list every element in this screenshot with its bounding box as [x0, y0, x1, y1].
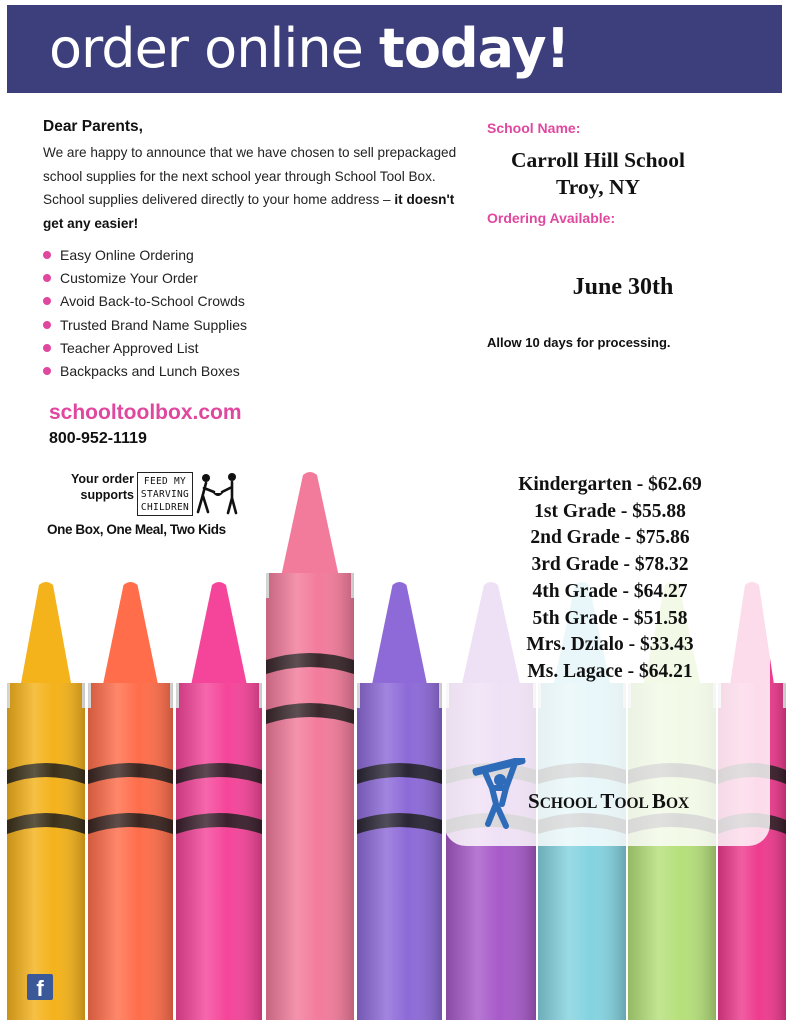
- crayon: [88, 582, 173, 1020]
- price-item: Mrs. Dzialo - $33.43: [526, 634, 694, 656]
- phone-number[interactable]: 800-952-1119: [49, 430, 147, 447]
- logo-line-1: FEED MY: [143, 476, 187, 487]
- brand-ool: OOL: [614, 795, 652, 812]
- price-item: 3rd Grade - $78.32: [531, 554, 689, 576]
- logo-line-3: CHILDREN: [140, 502, 190, 513]
- school-location: Troy, NY: [555, 175, 641, 199]
- website-link[interactable]: schooltoolbox.com: [49, 401, 242, 424]
- banner-title-light: order online: [49, 17, 380, 80]
- processing-note: Allow 10 days for processing.: [487, 335, 671, 350]
- banner-title-bold: today!: [379, 17, 570, 80]
- ordering-available-label: Ordering Available:: [487, 210, 616, 226]
- supports-line-2: supports: [80, 488, 134, 502]
- letter-emphasis: it doesn't get any easier!: [43, 192, 455, 231]
- feature-item: Backpacks and Lunch Boxes: [43, 360, 247, 383]
- price-item: 4th Grade - $64.27: [532, 580, 688, 602]
- feed-my-starving-children-logo: [137, 472, 193, 516]
- logo-line-2: STARVING: [140, 489, 190, 500]
- ordering-date: June 30th: [572, 274, 674, 300]
- feature-item: Trusted Brand Name Supplies: [43, 314, 247, 337]
- price-item: 1st Grade - $55.88: [534, 500, 686, 522]
- price-item: 2nd Grade - $75.86: [530, 527, 690, 549]
- feature-item: Easy Online Ordering: [43, 244, 247, 267]
- price-item: Kindergarten - $62.69: [518, 474, 702, 495]
- supports-line-1: Your order: [71, 472, 134, 486]
- charity-supports: [54, 471, 134, 503]
- crayon: [266, 472, 354, 1020]
- brand-ox: OX: [665, 795, 690, 812]
- feature-item: Avoid Back-to-School Crowds: [43, 290, 247, 313]
- brand-b: B: [651, 789, 666, 813]
- school-name-label: School Name:: [487, 120, 581, 136]
- brand-t: T: [600, 789, 615, 813]
- brand-chool: CHOOL: [539, 795, 601, 812]
- brand-s: S: [528, 789, 540, 813]
- price-list: [470, 472, 750, 686]
- charity-tagline: One Box, One Meal, Two Kids: [47, 522, 226, 537]
- school-info: [487, 147, 709, 201]
- price-item: 5th Grade - $51.58: [532, 607, 688, 629]
- crayon: [7, 582, 85, 1020]
- children-sharing-icon: [196, 472, 242, 518]
- school-tool-box-logo-icon: [470, 758, 528, 830]
- facebook-icon[interactable]: f: [27, 974, 53, 1000]
- letter-greeting: Dear Parents,: [43, 118, 143, 135]
- letter-body-text: We are happy to announce that we have chosen to sell prepackaged school supplies for the next school year through School Tool Box. School supplies delivered directly to your home address –: [43, 145, 457, 207]
- crayon: [176, 582, 262, 1020]
- feature-item: Teacher Approved List: [43, 337, 247, 360]
- feature-item: Customize Your Order: [43, 267, 247, 290]
- school-name: Carroll Hill School: [511, 148, 685, 172]
- crayon: [357, 582, 442, 1020]
- school-tool-box-wordmark: [528, 789, 689, 814]
- price-item: Ms. Lagace - $64.21: [527, 660, 693, 682]
